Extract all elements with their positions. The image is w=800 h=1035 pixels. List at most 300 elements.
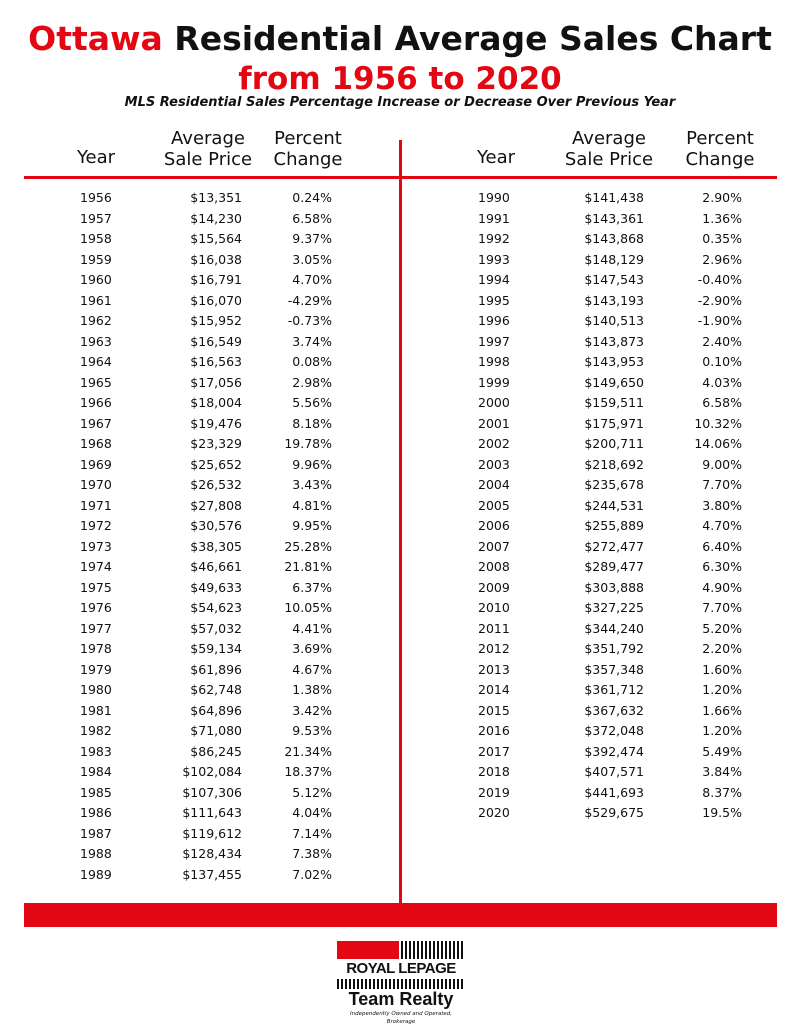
year-cell: 1972 bbox=[80, 518, 112, 533]
header-pct-line2: Change bbox=[273, 149, 343, 170]
pct-cell: 19.78% bbox=[284, 436, 332, 451]
logo-stripe bbox=[437, 979, 439, 989]
page-title bbox=[0, 20, 800, 58]
table-row bbox=[0, 803, 400, 824]
price-cell: $16,038 bbox=[190, 251, 242, 267]
year-cell: 2000 bbox=[478, 395, 510, 410]
pct-cell: 4.67% bbox=[292, 661, 332, 677]
price-cell: $107,306 bbox=[182, 784, 242, 800]
table-row bbox=[0, 352, 400, 373]
table-row bbox=[0, 660, 400, 681]
price-cell: $30,576 bbox=[190, 518, 242, 533]
price-cell: $143,193 bbox=[584, 292, 644, 308]
price-cell: $200,711 bbox=[584, 436, 644, 451]
table-row bbox=[400, 352, 800, 373]
header-pct-right bbox=[670, 128, 770, 170]
price-cell: $62,748 bbox=[190, 682, 242, 697]
table-row bbox=[400, 229, 800, 250]
table-row bbox=[400, 250, 800, 271]
logo-stripe bbox=[345, 979, 347, 989]
pct-cell: 4.90% bbox=[702, 579, 742, 595]
year-cell: 2014 bbox=[478, 682, 510, 697]
year-cell: 1958 bbox=[80, 231, 112, 246]
price-cell: $344,240 bbox=[584, 620, 644, 636]
year-cell: 2004 bbox=[478, 477, 510, 492]
logo-stripe bbox=[373, 979, 375, 989]
price-cell: $255,889 bbox=[584, 518, 644, 533]
table-row bbox=[0, 783, 400, 804]
year-cell: 1957 bbox=[80, 210, 112, 226]
table-row bbox=[0, 414, 400, 435]
logo-bars-bottom bbox=[337, 979, 465, 989]
logo-stripe bbox=[397, 979, 399, 989]
pct-cell: 6.58% bbox=[702, 395, 742, 410]
pct-cell: 4.04% bbox=[292, 805, 332, 820]
table-row bbox=[400, 393, 800, 414]
table-row bbox=[400, 434, 800, 455]
table-row bbox=[400, 373, 800, 394]
year-cell: 1994 bbox=[478, 272, 510, 287]
year-cell: 1998 bbox=[478, 354, 510, 369]
pct-cell: 9.37% bbox=[292, 231, 332, 246]
table-row bbox=[400, 742, 800, 763]
year-cell: 1974 bbox=[80, 559, 112, 574]
table-row bbox=[0, 332, 400, 353]
logo-stripe bbox=[457, 941, 459, 959]
pct-cell: 2.90% bbox=[702, 190, 742, 205]
logo-stripe bbox=[461, 979, 463, 989]
pct-cell: 5.49% bbox=[702, 743, 742, 759]
logo-stripe bbox=[409, 979, 411, 989]
pct-cell: 4.70% bbox=[702, 518, 742, 533]
pct-cell: 3.43% bbox=[292, 477, 332, 492]
logo-stripe bbox=[457, 979, 459, 989]
table-row bbox=[400, 270, 800, 291]
pct-cell: 2.98% bbox=[292, 374, 332, 390]
title-date-range: from 1956 to 2020 bbox=[238, 61, 562, 97]
pct-cell: 9.96% bbox=[292, 456, 332, 472]
pct-cell: 1.66% bbox=[702, 702, 742, 718]
year-cell: 2001 bbox=[478, 415, 510, 431]
year-cell: 1991 bbox=[478, 210, 510, 226]
logo-brand: ROYAL LEPAGE bbox=[346, 960, 456, 977]
year-cell: 2015 bbox=[478, 702, 510, 718]
logo-stripe bbox=[341, 979, 343, 989]
pct-cell: -1.90% bbox=[697, 313, 742, 328]
price-cell: $303,888 bbox=[584, 579, 644, 595]
year-cell: 1986 bbox=[80, 805, 112, 820]
table-row bbox=[400, 537, 800, 558]
table-row bbox=[400, 332, 800, 353]
logo-stripe bbox=[353, 979, 355, 989]
subtitle: MLS Residential Sales Percentage Increase or Decrease Over Previous Year bbox=[124, 95, 676, 110]
logo-stripe bbox=[389, 979, 391, 989]
year-cell: 1964 bbox=[80, 354, 112, 369]
logo-stripe bbox=[453, 941, 455, 959]
price-cell: $15,564 bbox=[190, 231, 242, 246]
pct-cell: 1.20% bbox=[702, 682, 742, 697]
year-cell: 2005 bbox=[478, 497, 510, 513]
year-cell: 1967 bbox=[80, 415, 112, 431]
table-row bbox=[400, 311, 800, 332]
pct-cell: 3.69% bbox=[292, 641, 332, 656]
year-cell: 1971 bbox=[80, 497, 112, 513]
table-row bbox=[0, 209, 400, 230]
header-avg-line1: Average bbox=[171, 128, 245, 149]
price-cell: $372,048 bbox=[584, 723, 644, 738]
pct-cell: 6.40% bbox=[702, 538, 742, 554]
year-cell: 1990 bbox=[478, 190, 510, 205]
price-cell: $361,712 bbox=[584, 682, 644, 697]
pct-cell: 7.70% bbox=[702, 600, 742, 615]
price-cell: $64,896 bbox=[190, 702, 242, 718]
pct-cell: 0.35% bbox=[702, 231, 742, 246]
title-city: Ottawa bbox=[28, 19, 163, 58]
price-cell: $392,474 bbox=[584, 743, 644, 759]
pct-cell: 21.81% bbox=[284, 559, 332, 574]
header-avg-line1: Average bbox=[572, 128, 646, 149]
pct-cell: 4.41% bbox=[292, 620, 332, 636]
table-row bbox=[0, 865, 400, 886]
year-cell: 1999 bbox=[478, 374, 510, 390]
price-cell: $367,632 bbox=[584, 702, 644, 718]
pct-cell: 3.42% bbox=[292, 702, 332, 718]
year-cell: 1976 bbox=[80, 600, 112, 615]
year-cell: 2019 bbox=[478, 784, 510, 800]
price-cell: $18,004 bbox=[190, 395, 242, 410]
logo-stripe bbox=[441, 941, 443, 959]
table-row bbox=[0, 311, 400, 332]
pct-cell: 10.05% bbox=[284, 600, 332, 615]
table-left-column bbox=[0, 188, 400, 885]
price-cell: $57,032 bbox=[190, 620, 242, 636]
logo-stripe bbox=[369, 979, 371, 989]
table-row bbox=[400, 598, 800, 619]
year-cell: 1983 bbox=[80, 743, 112, 759]
pct-cell: 0.24% bbox=[292, 190, 332, 205]
price-cell: $119,612 bbox=[182, 825, 242, 841]
table-row bbox=[0, 824, 400, 845]
logo-stripe bbox=[405, 941, 407, 959]
table-row bbox=[400, 721, 800, 742]
table-row bbox=[400, 762, 800, 783]
table-row bbox=[0, 496, 400, 517]
logo-stripe bbox=[413, 979, 415, 989]
table-row bbox=[400, 619, 800, 640]
logo-stripe bbox=[417, 941, 419, 959]
pct-cell: 1.36% bbox=[702, 210, 742, 226]
header-avg-line2: Sale Price bbox=[564, 149, 654, 170]
price-cell: $244,531 bbox=[584, 497, 644, 513]
table-row bbox=[0, 516, 400, 537]
pct-cell: 2.20% bbox=[702, 641, 742, 656]
year-cell: 1956 bbox=[80, 190, 112, 205]
table-row bbox=[400, 660, 800, 681]
logo-stripe bbox=[449, 979, 451, 989]
table-row bbox=[400, 291, 800, 312]
table-row bbox=[0, 680, 400, 701]
table-row bbox=[0, 639, 400, 660]
table-row bbox=[400, 578, 800, 599]
pct-cell: 1.38% bbox=[292, 682, 332, 697]
logo-stripe bbox=[393, 979, 395, 989]
table-row bbox=[0, 578, 400, 599]
logo-stripe bbox=[425, 941, 427, 959]
pct-cell: 6.37% bbox=[292, 579, 332, 595]
pct-cell: 4.03% bbox=[702, 374, 742, 390]
price-cell: $143,873 bbox=[584, 333, 644, 349]
pct-cell: 10.32% bbox=[694, 415, 742, 431]
table-row bbox=[0, 598, 400, 619]
price-cell: $272,477 bbox=[584, 538, 644, 554]
pct-cell: 21.34% bbox=[284, 743, 332, 759]
year-cell: 1978 bbox=[80, 641, 112, 656]
price-cell: $143,953 bbox=[584, 354, 644, 369]
price-cell: $27,808 bbox=[190, 497, 242, 513]
price-cell: $148,129 bbox=[584, 251, 644, 267]
table-row bbox=[0, 373, 400, 394]
table-row bbox=[0, 229, 400, 250]
table-row bbox=[0, 844, 400, 865]
pct-cell: 9.95% bbox=[292, 518, 332, 533]
year-cell: 2006 bbox=[478, 518, 510, 533]
year-cell: 1965 bbox=[80, 374, 112, 390]
logo-stripe bbox=[401, 979, 403, 989]
table-row bbox=[400, 639, 800, 660]
logo-stripe bbox=[445, 979, 447, 989]
pct-cell: -4.29% bbox=[287, 292, 332, 308]
table-row bbox=[0, 475, 400, 496]
table-row bbox=[0, 291, 400, 312]
pct-cell: 9.00% bbox=[702, 456, 742, 472]
price-cell: $59,134 bbox=[190, 641, 242, 656]
price-cell: $16,791 bbox=[190, 272, 242, 287]
price-cell: $86,245 bbox=[190, 743, 242, 759]
year-cell: 1987 bbox=[80, 825, 112, 841]
year-cell: 1984 bbox=[80, 764, 112, 779]
logo-stripe bbox=[417, 979, 419, 989]
table-right-column bbox=[400, 188, 800, 824]
year-cell: 1996 bbox=[478, 313, 510, 328]
logo-stripe bbox=[365, 979, 367, 989]
price-cell: $54,623 bbox=[190, 600, 242, 615]
pct-cell: 0.08% bbox=[292, 354, 332, 369]
price-cell: $529,675 bbox=[584, 805, 644, 820]
table-row bbox=[400, 803, 800, 824]
logo-stripe bbox=[377, 979, 379, 989]
year-cell: 1979 bbox=[80, 661, 112, 677]
year-cell: 1981 bbox=[80, 702, 112, 718]
pct-cell: -0.40% bbox=[697, 272, 742, 287]
price-cell: $16,070 bbox=[190, 292, 242, 308]
table-row bbox=[0, 701, 400, 722]
year-cell: 1963 bbox=[80, 333, 112, 349]
price-cell: $61,896 bbox=[190, 661, 242, 677]
table-row bbox=[0, 434, 400, 455]
year-cell: 1982 bbox=[80, 723, 112, 738]
header-avg-right bbox=[554, 128, 664, 170]
price-cell: $141,438 bbox=[584, 190, 644, 205]
price-cell: $147,543 bbox=[584, 272, 644, 287]
year-cell: 1995 bbox=[478, 292, 510, 308]
year-cell: 2020 bbox=[478, 805, 510, 820]
table-row bbox=[0, 762, 400, 783]
table-row bbox=[400, 455, 800, 476]
price-cell: $15,952 bbox=[190, 313, 242, 328]
pct-cell: 5.20% bbox=[702, 620, 742, 636]
price-cell: $14,230 bbox=[190, 210, 242, 226]
logo-stripe bbox=[401, 941, 403, 959]
pct-cell: 14.06% bbox=[694, 436, 742, 451]
pct-cell: 7.38% bbox=[292, 846, 332, 861]
price-cell: $441,693 bbox=[584, 784, 644, 800]
year-cell: 1985 bbox=[80, 784, 112, 800]
year-cell: 1973 bbox=[80, 538, 112, 554]
table-row bbox=[400, 414, 800, 435]
table-row bbox=[400, 701, 800, 722]
price-cell: $149,650 bbox=[584, 374, 644, 390]
pct-cell: 9.53% bbox=[292, 723, 332, 738]
price-cell: $357,348 bbox=[584, 661, 644, 677]
price-cell: $137,455 bbox=[182, 866, 242, 882]
table-row bbox=[0, 537, 400, 558]
logo-stripe bbox=[385, 979, 387, 989]
logo-stripe bbox=[409, 941, 411, 959]
year-cell: 1989 bbox=[80, 866, 112, 882]
table-row bbox=[0, 619, 400, 640]
year-cell: 1975 bbox=[80, 579, 112, 595]
header-year-left: Year bbox=[76, 147, 116, 168]
pct-cell: 0.10% bbox=[702, 354, 742, 369]
pct-cell: 25.28% bbox=[284, 538, 332, 554]
year-cell: 1959 bbox=[80, 251, 112, 267]
logo-stripe bbox=[349, 979, 351, 989]
price-cell: $143,868 bbox=[584, 231, 644, 246]
pct-cell: 8.18% bbox=[292, 415, 332, 431]
pct-cell: 6.30% bbox=[702, 559, 742, 574]
year-cell: 2010 bbox=[478, 600, 510, 615]
price-cell: $102,084 bbox=[182, 764, 242, 779]
header-avg-line2: Sale Price bbox=[163, 149, 253, 170]
pct-cell: 4.70% bbox=[292, 272, 332, 287]
year-cell: 2008 bbox=[478, 559, 510, 574]
pct-cell: 5.56% bbox=[292, 395, 332, 410]
header-pct-line1: Percent bbox=[274, 128, 342, 149]
pct-cell: -2.90% bbox=[697, 292, 742, 308]
logo-stripe bbox=[453, 979, 455, 989]
logo-stripe bbox=[421, 941, 423, 959]
year-cell: 1968 bbox=[80, 436, 112, 451]
year-cell: 1966 bbox=[80, 395, 112, 410]
price-cell: $218,692 bbox=[584, 456, 644, 472]
price-cell: $17,056 bbox=[190, 374, 242, 390]
table-row bbox=[400, 783, 800, 804]
year-cell: 1970 bbox=[80, 477, 112, 492]
year-cell: 2007 bbox=[478, 538, 510, 554]
price-cell: $23,329 bbox=[190, 436, 242, 451]
pct-cell: 3.74% bbox=[292, 333, 332, 349]
pct-cell: 18.37% bbox=[284, 764, 332, 779]
year-cell: 2012 bbox=[478, 641, 510, 656]
logo-tagline: Independently Owned and Operated, Brokerage bbox=[349, 1011, 453, 1025]
header-pct-line2: Change bbox=[685, 149, 755, 170]
price-cell: $289,477 bbox=[584, 559, 644, 574]
table-row bbox=[400, 557, 800, 578]
year-cell: 2002 bbox=[478, 436, 510, 451]
pct-cell: 8.37% bbox=[702, 784, 742, 800]
logo-red-block bbox=[337, 941, 399, 959]
logo-bars bbox=[401, 941, 465, 959]
logo-team: Team Realty bbox=[348, 989, 454, 1009]
table-row bbox=[0, 721, 400, 742]
price-cell: $49,633 bbox=[190, 579, 242, 595]
table-row bbox=[0, 455, 400, 476]
year-cell: 1960 bbox=[80, 272, 112, 287]
pct-cell: 3.80% bbox=[702, 497, 742, 513]
table-row bbox=[0, 250, 400, 271]
year-cell: 1993 bbox=[478, 251, 510, 267]
logo-stripe bbox=[361, 979, 363, 989]
pct-cell: 7.02% bbox=[292, 866, 332, 882]
logo-stripe bbox=[337, 979, 339, 989]
year-cell: 1992 bbox=[478, 231, 510, 246]
pct-cell: 6.58% bbox=[292, 210, 332, 226]
year-cell: 1969 bbox=[80, 456, 112, 472]
pct-cell: 19.5% bbox=[702, 805, 742, 820]
price-cell: $111,643 bbox=[182, 805, 242, 820]
header-pct-line1: Percent bbox=[686, 128, 754, 149]
price-cell: $26,532 bbox=[190, 477, 242, 492]
logo-stripe bbox=[449, 941, 451, 959]
logo-stripe bbox=[421, 979, 423, 989]
year-cell: 2013 bbox=[478, 661, 510, 677]
logo-stripe bbox=[461, 941, 463, 959]
year-cell: 1962 bbox=[80, 313, 112, 328]
price-cell: $16,563 bbox=[190, 354, 242, 369]
logo-stripe bbox=[433, 979, 435, 989]
price-cell: $140,513 bbox=[584, 313, 644, 328]
logo-stripe bbox=[413, 941, 415, 959]
year-cell: 2009 bbox=[478, 579, 510, 595]
royal-lepage-logo bbox=[337, 941, 465, 1025]
pct-cell: 4.81% bbox=[292, 497, 332, 513]
header-pct-left bbox=[258, 128, 358, 170]
price-cell: $16,549 bbox=[190, 333, 242, 349]
table-row bbox=[400, 475, 800, 496]
year-cell: 2003 bbox=[478, 456, 510, 472]
year-cell: 1988 bbox=[80, 846, 112, 861]
table-row bbox=[400, 680, 800, 701]
year-cell: 2018 bbox=[478, 764, 510, 779]
pct-cell: 2.96% bbox=[702, 251, 742, 267]
price-cell: $13,351 bbox=[190, 190, 242, 205]
table-row bbox=[400, 496, 800, 517]
pct-cell: 5.12% bbox=[292, 784, 332, 800]
price-cell: $327,225 bbox=[584, 600, 644, 615]
price-cell: $235,678 bbox=[584, 477, 644, 492]
price-cell: $351,792 bbox=[584, 641, 644, 656]
logo-stripe bbox=[381, 979, 383, 989]
pct-cell: 3.84% bbox=[702, 764, 742, 779]
logo-stripe bbox=[441, 979, 443, 989]
price-cell: $38,305 bbox=[190, 538, 242, 554]
table-row bbox=[0, 188, 400, 209]
year-cell: 1977 bbox=[80, 620, 112, 636]
header-avg-left bbox=[153, 128, 263, 170]
logo-stripe bbox=[405, 979, 407, 989]
logo-stripe bbox=[429, 941, 431, 959]
table-row bbox=[400, 209, 800, 230]
